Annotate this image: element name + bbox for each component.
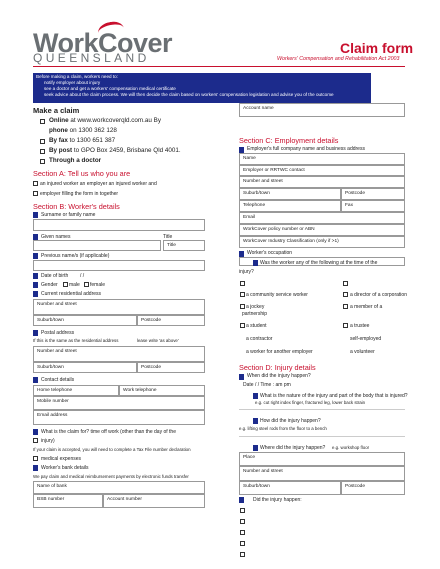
claim-for-label-2: injury) bbox=[41, 438, 55, 444]
question-marker bbox=[253, 418, 258, 424]
question-marker bbox=[253, 260, 258, 266]
logo-cover-text: Cover bbox=[98, 28, 173, 58]
postal-postcode-label: Postcode bbox=[141, 365, 162, 370]
contractor-label: a contractor bbox=[246, 336, 273, 342]
mobile-label: Mobile number bbox=[37, 399, 69, 404]
community-checkbox[interactable] bbox=[240, 292, 245, 297]
was-worker-label: Was the worker any of the following at the time of the bbox=[260, 260, 378, 266]
how-label: How did the injury happen? bbox=[260, 418, 321, 424]
bank-name-field[interactable] bbox=[33, 481, 205, 494]
section-b-heading: Section B: Worker's details bbox=[33, 202, 120, 211]
postal-postcode-field[interactable] bbox=[137, 362, 205, 373]
post-option bbox=[49, 147, 181, 154]
employer-postcode-label: Postcode bbox=[345, 191, 366, 196]
res-suburb-field[interactable] bbox=[33, 315, 137, 326]
question-marker bbox=[253, 445, 258, 451]
industry-label: WorkCover Industry Classification (only if >1) bbox=[243, 239, 339, 244]
notice-line: notify employer about injury bbox=[44, 79, 101, 85]
where-example: e.g. workshop floor bbox=[332, 445, 370, 450]
res-suburb-label: Suburb/town bbox=[37, 318, 64, 323]
make-claim-heading: Make a claim bbox=[33, 106, 80, 115]
question-marker bbox=[33, 465, 38, 471]
industry-field[interactable] bbox=[239, 236, 405, 248]
director-checkbox[interactable] bbox=[343, 292, 348, 297]
nature-label: What is the nature of the injury and part of the body that is injured? bbox=[260, 393, 408, 399]
question-marker bbox=[239, 374, 244, 380]
volunteer-label: a volunteer bbox=[350, 349, 375, 355]
time-off-checkbox[interactable] bbox=[33, 438, 38, 443]
employer-telephone-field[interactable] bbox=[239, 200, 341, 212]
account-number-label: Account number bbox=[107, 497, 142, 502]
post-label: By post bbox=[49, 147, 73, 154]
male-checkbox[interactable] bbox=[63, 282, 68, 287]
community-label: a community service worker bbox=[246, 292, 308, 298]
email-label: Email address bbox=[37, 413, 68, 418]
did-option-checkbox-3[interactable] bbox=[240, 530, 245, 535]
question-marker bbox=[33, 273, 38, 279]
postal-label: Postal address bbox=[41, 330, 75, 336]
employer-name-field[interactable] bbox=[239, 153, 405, 165]
work-tel-field[interactable] bbox=[119, 385, 205, 396]
previous-names-field[interactable] bbox=[33, 260, 205, 271]
trustee-checkbox[interactable] bbox=[343, 323, 348, 328]
when-label: When did the injury happen? bbox=[247, 373, 311, 379]
surname-field[interactable] bbox=[33, 219, 205, 231]
male-label: male bbox=[69, 282, 80, 288]
policy-field[interactable] bbox=[239, 224, 405, 236]
title-field[interactable] bbox=[163, 240, 205, 251]
employer-suburb-field[interactable] bbox=[239, 188, 341, 200]
online-value: at www.workcoverqld.com.au By bbox=[70, 117, 161, 124]
postal-note-2: lease write 'as above' bbox=[137, 338, 179, 343]
doctor-checkbox[interactable] bbox=[40, 159, 45, 164]
question-marker bbox=[33, 253, 38, 259]
postal-street-label: Number and street bbox=[37, 349, 77, 354]
postal-suburb-field[interactable] bbox=[33, 362, 137, 373]
employer-together-checkbox[interactable] bbox=[33, 191, 38, 196]
notice-line: seek advice about the claim process. We will then decide the claim based on workers' compensation legislation and advise you of the outcome bbox=[44, 91, 334, 97]
employer-postcode-field[interactable] bbox=[341, 188, 405, 200]
given-names-field[interactable] bbox=[33, 240, 161, 251]
doctor-label: Through a doctor bbox=[49, 157, 102, 164]
fax-checkbox[interactable] bbox=[40, 139, 45, 144]
how-example: e.g. lifting steel rods from the floor to a bench bbox=[239, 426, 327, 431]
postal-suburb-label: Suburb/town bbox=[37, 365, 64, 370]
occupation-label: Worker's occupation bbox=[247, 250, 293, 256]
injury-suburb-field[interactable] bbox=[239, 481, 341, 495]
home-tel-label: Home telephone bbox=[37, 388, 73, 393]
injury-postcode-field[interactable] bbox=[341, 481, 405, 495]
home-tel-field[interactable] bbox=[33, 385, 119, 396]
online-option bbox=[49, 117, 161, 124]
question-marker bbox=[33, 212, 38, 218]
contact-label: Contact details bbox=[41, 377, 75, 383]
place-label: Place bbox=[243, 455, 255, 460]
account-name-label: Account name bbox=[243, 106, 274, 111]
question-marker bbox=[33, 282, 38, 288]
section-a-line2: employer filling the form in together bbox=[40, 191, 119, 197]
did-label: Did the injury happen: bbox=[253, 497, 302, 503]
where-label: Where did the injury happen? bbox=[260, 445, 326, 451]
surname-label: Surname or family name bbox=[41, 212, 96, 218]
notice-line: Before making a claim, workers need to: bbox=[36, 74, 118, 79]
bank-name-label: Name of bank bbox=[37, 484, 67, 489]
dob-separator: / / bbox=[80, 273, 85, 279]
phone-option bbox=[49, 127, 117, 134]
header-divider bbox=[33, 66, 405, 67]
question-marker bbox=[33, 291, 38, 297]
member-checkbox[interactable] bbox=[343, 304, 348, 309]
community-checkbox-1[interactable] bbox=[240, 281, 245, 286]
section-c-heading: Section C: Employment details bbox=[239, 136, 339, 145]
injury-question-label: injury? bbox=[239, 269, 254, 275]
partnership-label: partnership bbox=[242, 311, 268, 317]
bank-note: We pay claim and medical reimbursement payments by electronic funds transfer bbox=[33, 474, 189, 479]
female-label: female bbox=[90, 282, 106, 288]
medical-label: medical expenses bbox=[41, 456, 82, 462]
online-checkbox[interactable] bbox=[40, 119, 45, 124]
res-postcode-field[interactable] bbox=[137, 315, 205, 326]
injury-postcode-label: Postcode bbox=[345, 484, 366, 489]
question-marker bbox=[33, 429, 38, 435]
logo-work-text: Work bbox=[33, 28, 99, 58]
claim-notice bbox=[33, 73, 371, 103]
injury-street-label: Number and street bbox=[243, 469, 283, 474]
another-employer-label: a worker for another employer bbox=[246, 349, 313, 355]
nature-answer-line[interactable] bbox=[239, 409, 405, 410]
res-street-field[interactable] bbox=[33, 299, 205, 315]
res-address-label: Current residential address bbox=[41, 291, 102, 297]
gender-label: Gender bbox=[41, 282, 58, 288]
mobile-field[interactable] bbox=[33, 396, 205, 410]
company-label: Employer's full company name and business address bbox=[247, 146, 365, 152]
title-box-label: Title bbox=[167, 243, 176, 248]
employer-fax-label: Fax bbox=[345, 203, 353, 208]
bsb-label: BSB number bbox=[37, 497, 65, 502]
place-field[interactable] bbox=[239, 452, 405, 466]
section-d-heading: Section D: Injury details bbox=[239, 363, 316, 372]
question-marker bbox=[33, 377, 38, 383]
nature-example: e.g. cut right index finger, fractured leg, lower back strain bbox=[255, 400, 366, 405]
page-subtitle: Workers' Compensation and Rehabilitation Act 2003 bbox=[277, 56, 400, 62]
email-field[interactable] bbox=[33, 410, 205, 425]
section-a-line1: an injured worker an employer an injured worker and bbox=[40, 181, 157, 187]
did-option-checkbox-1[interactable] bbox=[240, 508, 245, 513]
phone-label: phone bbox=[49, 127, 68, 134]
student-checkbox[interactable] bbox=[240, 323, 245, 328]
employer-suburb-label: Suburb/town bbox=[243, 191, 270, 196]
previous-names-label: Previous name/s (if applicable) bbox=[41, 253, 110, 259]
employer-contact-label: Employer or RRTWC contact bbox=[243, 168, 305, 173]
question-marker bbox=[33, 330, 38, 336]
injured-worker-checkbox[interactable] bbox=[33, 181, 38, 186]
fax-option bbox=[49, 137, 115, 144]
employer-email-field[interactable] bbox=[239, 212, 405, 224]
employer-name-label: Name bbox=[243, 156, 256, 161]
member-label: a member of a bbox=[350, 304, 383, 310]
account-number-field[interactable] bbox=[103, 494, 205, 508]
question-marker bbox=[239, 497, 244, 503]
bsb-field[interactable] bbox=[33, 494, 103, 508]
trustee-label: a trustee bbox=[350, 323, 370, 329]
self-employed-label: self-employed bbox=[350, 336, 382, 342]
jockey-label: a jockey bbox=[246, 304, 265, 310]
employer-street-field[interactable] bbox=[239, 176, 405, 188]
post-checkbox[interactable] bbox=[40, 149, 45, 154]
did-option-checkbox-2[interactable] bbox=[240, 519, 245, 524]
post-value: to GPO Box 2459, Brisbane Qld 4001. bbox=[73, 147, 181, 154]
how-answer-line[interactable] bbox=[239, 436, 405, 437]
phone-value: on 1300 362 128 bbox=[69, 127, 117, 134]
account-name-field[interactable] bbox=[239, 103, 405, 117]
employer-street-label: Number and street bbox=[243, 179, 283, 184]
res-postcode-label: Postcode bbox=[141, 318, 162, 323]
student-label: a student bbox=[246, 323, 267, 329]
logo-state: QUEENSLAND bbox=[33, 51, 150, 65]
injury-suburb-label: Suburb/town bbox=[243, 484, 270, 489]
community-checkbox-2[interactable] bbox=[343, 281, 348, 286]
did-option-checkbox-4[interactable] bbox=[240, 541, 245, 546]
medical-checkbox[interactable] bbox=[33, 456, 38, 461]
female-checkbox[interactable] bbox=[84, 282, 89, 287]
section-a-heading: Section A: Tell us who you are bbox=[33, 169, 131, 178]
work-tel-label: Work telephone bbox=[123, 388, 157, 393]
date-time-label: Date / / Time : am pm bbox=[243, 382, 291, 388]
did-option-checkbox-5[interactable] bbox=[240, 552, 245, 557]
page-title: Claim form bbox=[340, 40, 414, 56]
fax-label: By fax bbox=[49, 137, 68, 144]
injury-street-field[interactable] bbox=[239, 466, 405, 481]
res-street-label: Number and street bbox=[37, 302, 77, 307]
postal-street-field[interactable] bbox=[33, 346, 205, 362]
policy-label: WorkCover policy number or ABN bbox=[243, 227, 315, 232]
question-marker bbox=[253, 393, 258, 399]
employer-fax-field[interactable] bbox=[341, 200, 405, 212]
fax-value: to 1300 651 387 bbox=[69, 137, 116, 144]
tax-note: If your claim is accepted, you will need to complete a Tax File number declaration bbox=[33, 447, 191, 452]
employer-contact-field[interactable] bbox=[239, 165, 405, 176]
claim-for-label: What is the claim for? time off work (other than the day of the bbox=[41, 429, 176, 435]
given-names-label: Given names bbox=[41, 234, 71, 240]
director-label: a director of a corporation bbox=[350, 292, 407, 298]
postal-note: If this is the same as the residential address bbox=[33, 338, 119, 343]
employer-telephone-label: Telephone bbox=[243, 203, 266, 208]
employer-email-label: Email bbox=[243, 215, 255, 220]
dob-label: Date of birth bbox=[41, 273, 69, 279]
title-label: Title bbox=[163, 234, 173, 240]
bank-label: Worker's bank details bbox=[41, 465, 89, 471]
online-label: Online bbox=[49, 117, 69, 124]
jockey-checkbox[interactable] bbox=[240, 304, 245, 309]
notice-line: see a doctor and get a workers' compensation medical certificate bbox=[44, 85, 176, 91]
